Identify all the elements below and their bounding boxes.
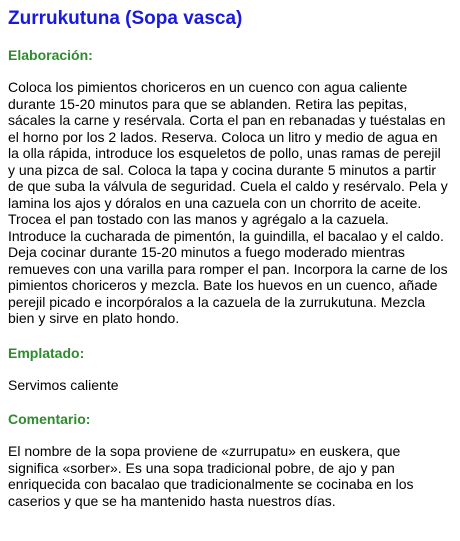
emplatado-heading: Emplatado: bbox=[8, 344, 85, 361]
elaboracion-text: Coloca los pimientos choriceros en un cuenco con agua caliente durante 15-20 minutos para que se ablanden. Retira las pepitas, sácales la carne y resérvala. Corta el pan en rebanadas y tuéstalas en el horno por los 2 lados. Reserva. Coloca un litro y medio de agua en la olla rápida, introduce los esqueletos de pollo, unas ramas de perejil y una pizca de sal. Coloca la tapa y cocina durante 5 minutos a partir de que suba la válvula de seguridad. Cuela el caldo y resérvalo. Pela y lamina los ajos y dóralos en una cazuela con un chorrito de aceite. Trocea el pan tostado con las manos y agrégalo a la cazuela. Introduce la cucharada de pimentón, la guindilla, el bacalao y el caldo. Deja cocinar durante 15-20 minutos a fuego moderado mientras remueves con una varilla para romper el pan. Incorpora la carne de los pimientos choriceros y mezcla. Bate los huevos en un cuenco, añade perejil picado e incorpóralos a la cazuela de la zurrukutuna. Mezcla bien y sirve en plato hondo. bbox=[8, 79, 448, 326]
recipe-title: Zurrukutuna (Sopa vasca) bbox=[8, 8, 243, 29]
emplatado-text: Servimos caliente bbox=[8, 376, 119, 393]
comentario-heading: Comentario: bbox=[8, 411, 91, 427]
elaboracion-heading: Elaboración: bbox=[8, 47, 93, 63]
comentario-text: El nombre de la sopa proviene de «zurrupatu» en euskera, que significa «sorber». Es una sopa tradicional pobre, de ajo y pan enriquecida con bacalao que tradicionalmente se cocinaba en los caserios y que se ha mantenido hasta nuestros días. bbox=[8, 443, 414, 509]
